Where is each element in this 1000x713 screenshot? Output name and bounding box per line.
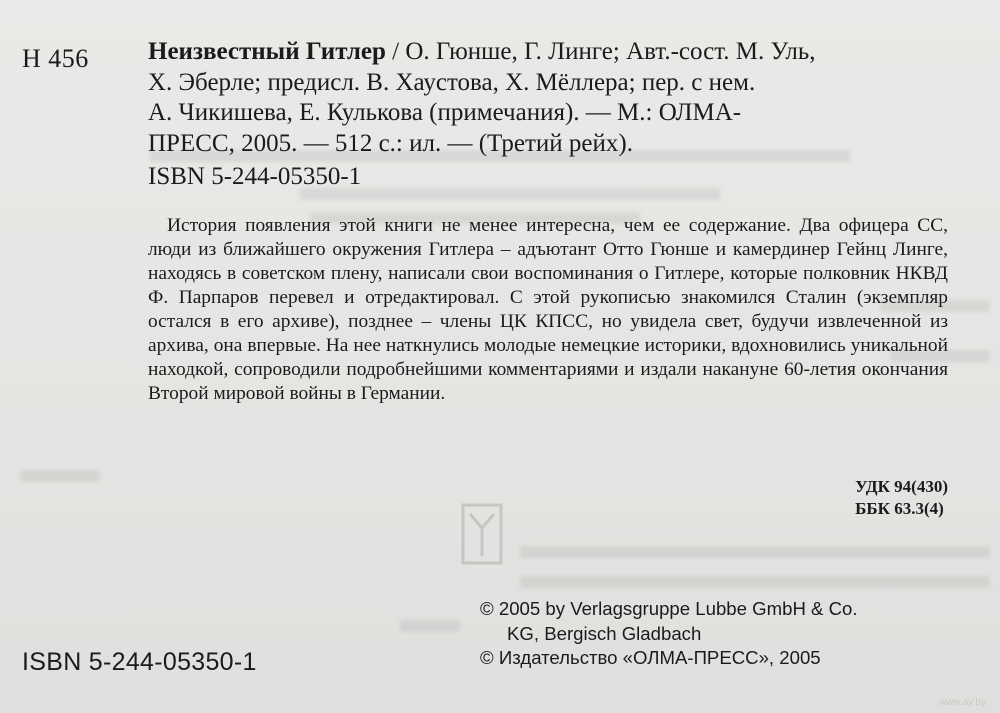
book-title: Неизвестный Гитлер [148, 38, 386, 65]
catalog-entry-line-4: ПРЕСС, 2005. — 512 с.: ил. — (Третий рейх). [148, 129, 633, 157]
catalog-entry-text-1: / О. Гюнше, Г. Линге; Авт.-сост. М. Уль, [385, 38, 816, 65]
catalog-isbn: ISBN 5-244-05350-1 [148, 163, 362, 190]
copyright-line-1: © 2005 by Verlagsgruppe Lubbe GmbH & Co. [480, 598, 858, 619]
catalog-entry-line-3: А. Чикишева, Е. Кулькова (примечания). — М.: ОЛМА- [148, 99, 742, 126]
classification-codes [855, 476, 948, 520]
udk-code: УДК 94(430) [855, 477, 948, 496]
isbn-bottom: ISBN 5-244-05350-1 [22, 648, 257, 676]
book-annotation: История появления этой книги не менее интересна, чем ее содержание. Два офицера СС, люди из ближайшего окружения Гитлера – адъютант Отто Гюнше и камердинер Гейнц Линге, находясь в советском плену, написали свои воспоминания о Гитлере, которые полковник НКВД Ф. Парпаров перевел и отредактировал. С этой рукописью знакомился Сталин (экземпляр остался в его архиве), позднее – члены ЦК КПСС, но увидела свет, будучи извлеченной из архива, она впервые. На нее наткнулись молодые немецкие историки, вдохновились уникальной находкой, сопроводили подробнейшими комментариями и издали накануне 60-летия окончания Второй мировой войны в Германии. [148, 215, 948, 404]
copyright-line-3: © Издательство «ОЛМА-ПРЕСС», 2005 [480, 647, 821, 668]
copyright-block [480, 597, 858, 671]
catalog-entry-line-2: Х. Эберле; предисл. В. Хаустова, Х. Мёллера; пер. с нем. [148, 68, 756, 96]
catalog-entry [148, 37, 960, 159]
site-watermark: www.ay.by [938, 697, 986, 708]
copyright-line-2: KG, Bergisch Gladbach [507, 622, 702, 644]
catalog-entry-line-1 [148, 37, 960, 68]
bbk-code: ББК 63.3(4) [855, 499, 944, 518]
publisher-logo-icon [460, 502, 504, 566]
catalog-index: Н 456 [22, 44, 89, 73]
